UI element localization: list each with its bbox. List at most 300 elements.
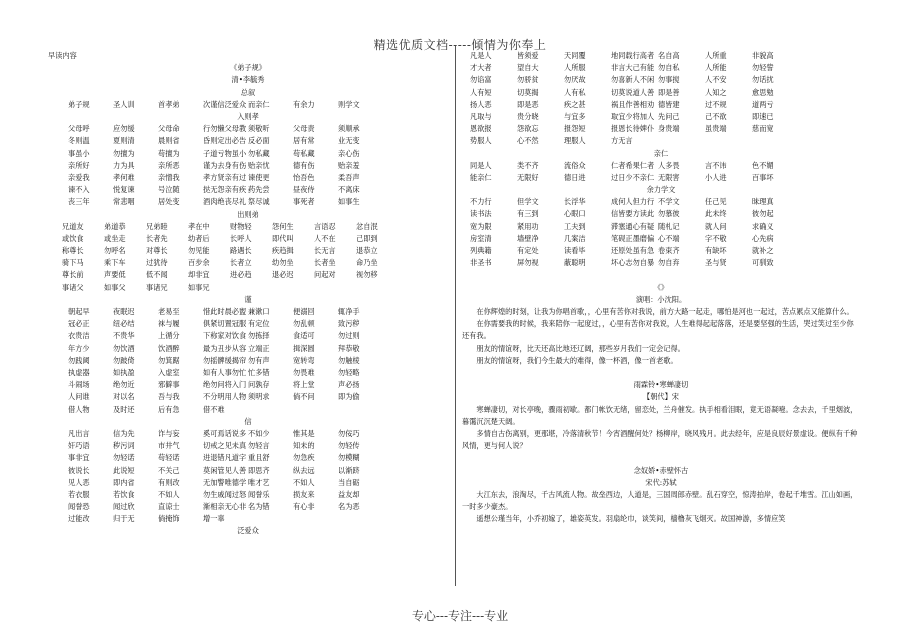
left-column — [48, 50, 448, 538]
verse-phrase: 忿自泯 — [356, 221, 378, 231]
chapter-heading-fanaizhong: 泛爱众 — [237, 526, 259, 536]
verse-phrase: 益友却 — [338, 489, 360, 499]
verse-phrase: 屏勿视 — [517, 258, 539, 268]
verse-phrase: 首孝弟 — [158, 99, 180, 109]
verse-phrase: 有心非 — [293, 502, 315, 512]
verse-row — [470, 99, 860, 111]
verse-phrase: 无加警唯德学 — [203, 477, 247, 487]
verse-phrase: 道两亏 — [752, 99, 774, 109]
verse-phrase: 长浮华 — [564, 197, 586, 207]
verse-phrase: 即是恶 — [517, 99, 539, 109]
verse-phrase: 慈而宽 — [752, 124, 774, 134]
verse-block-fanaizhong — [470, 50, 860, 148]
song-paragraph: 朋友的情谊呀，比天还高比地还辽阔，那些岁月我们一定会记得。 — [476, 343, 685, 353]
verse-phrase: 入虚室 — [158, 367, 180, 377]
verse-row — [68, 367, 448, 379]
verse-phrase: 虽贵端 — [705, 124, 727, 134]
verse-row — [68, 391, 448, 403]
verse-phrase: 业无变 — [338, 136, 360, 146]
verse-phrase: 谏不入 — [68, 185, 90, 195]
verse-phrase: 方无言 — [611, 136, 633, 146]
verse-phrase: 言语忍 — [314, 221, 336, 231]
verse-phrase: 绝勿近 — [113, 380, 135, 390]
verse-phrase: 若衣服 — [68, 489, 90, 499]
verse-phrase: 亲所恶 — [158, 160, 180, 170]
verse-phrase: 则学文 — [338, 99, 360, 109]
verse-phrase: 行勿懒父母教 — [203, 124, 247, 134]
verse-phrase: 邪僻事 — [158, 380, 180, 390]
verse-row — [68, 477, 448, 489]
verse-phrase: 饮酒醉 — [158, 343, 180, 353]
verse-phrase: 滞塞通心有疑 — [611, 221, 655, 231]
verse-phrase: 彼说长 — [68, 465, 90, 475]
verse-phrase: 拜恭敬 — [338, 343, 360, 353]
verse-phrase: 居有常 — [293, 136, 315, 146]
verse-phrase: 如事兄 — [188, 282, 210, 292]
verse-phrase: 药先尝 — [248, 185, 270, 195]
verse-phrase: 便溺回 — [293, 307, 315, 317]
verse-phrase: 凡取与 — [470, 111, 492, 121]
verse-phrase: 勿急疾 — [293, 453, 315, 463]
verse-phrase: 致污秽 — [338, 319, 360, 329]
verse-phrase: 后有急 — [158, 404, 180, 414]
verse-phrase: 同是人 — [470, 160, 492, 170]
verse-phrase: 心不端 — [658, 233, 680, 243]
verse-phrase: 贵分晓 — [517, 111, 539, 121]
verse-row — [68, 513, 448, 525]
verse-phrase: 乘下车 — [104, 258, 126, 268]
verse-row — [68, 123, 448, 135]
verse-phrase: 父母责 — [293, 124, 315, 134]
verse-phrase: 此说短 — [113, 465, 135, 475]
verse-phrase: 求确义 — [752, 221, 774, 231]
verse-phrase: 或饮食 — [62, 233, 84, 243]
verse-phrase: 名为错 — [248, 502, 270, 512]
verse-phrase: 事虽小 — [68, 148, 90, 158]
verse-phrase: 即代叫 — [272, 233, 294, 243]
verse-phrase: 归于无 — [113, 514, 135, 524]
verse-phrase: 名为恶 — [338, 502, 360, 512]
verse-phrase: 惜此时晨必盥 — [203, 307, 247, 317]
verse-phrase: 揖深圆 — [293, 343, 315, 353]
section-label: 早读内容 — [48, 51, 77, 60]
verse-phrase: 勿拣择 — [248, 331, 270, 341]
verse-phrase: 执虚器 — [68, 367, 90, 377]
verse-phrase: 德皆建 — [658, 99, 680, 109]
verse-phrase: 亲心伤 — [338, 148, 360, 158]
verse-block-yuli — [470, 196, 860, 269]
verse-phrase: 有缺坏 — [705, 246, 727, 256]
verse-row — [68, 404, 448, 416]
verse-row — [470, 135, 860, 147]
verse-phrase: 若饮食 — [113, 489, 135, 499]
verse-phrase: 勿擅为 — [113, 148, 135, 158]
verse-phrase: 勿慕彼 — [658, 209, 680, 219]
verse-phrase: 无限害 — [658, 172, 680, 182]
verse-phrase: 怡吾色 — [293, 172, 315, 182]
page-footer: 专心---专注---专业 — [411, 609, 509, 623]
verse-row — [68, 355, 448, 367]
verse-row — [62, 245, 448, 257]
verse-phrase: 疾趋揖 — [272, 246, 294, 256]
verse-phrase: 身贵端 — [658, 124, 680, 134]
song-title: 《》 — [653, 282, 669, 292]
verse-phrase: 长者先 — [146, 233, 168, 243]
verse-phrase: 冬则温 — [68, 136, 90, 146]
verse-phrase: 无限好 — [517, 172, 539, 182]
verse-phrase: 字不敬 — [705, 233, 727, 243]
verse-phrase: 人问谁 — [68, 392, 90, 402]
verse-phrase: 市井气 — [158, 441, 180, 451]
verse-phrase: 疾之甚 — [564, 99, 586, 109]
verse-row — [470, 245, 860, 257]
verse-phrase: 直谅士 — [158, 502, 180, 512]
verse-phrase: 才大者 — [470, 63, 492, 73]
verse-phrase: 人所能 — [705, 63, 727, 73]
verse-phrase: 类不齐 — [517, 160, 539, 170]
verse-phrase: 当自砺 — [338, 477, 360, 487]
verse-phrase: 彼勿起 — [752, 209, 774, 219]
verse-phrase: 孝何难 — [113, 172, 135, 182]
verse-row — [470, 123, 860, 135]
verse-block-qinren — [470, 160, 860, 184]
verse-phrase: 名自高 — [658, 51, 680, 60]
verse-phrase: 下称家对饮食 — [203, 331, 247, 341]
verse-phrase: 如事父 — [104, 282, 126, 292]
verse-phrase: 己不欲 — [705, 111, 727, 121]
verse-phrase: 报怨短 — [564, 124, 586, 134]
verse-phrase: 须顺承 — [338, 124, 360, 134]
verse-phrase: 奚可焉话说多 — [203, 428, 247, 438]
verse-row — [470, 257, 860, 269]
verse-row — [470, 74, 860, 86]
verse-phrase: 须明求 — [248, 392, 270, 402]
verse-phrase: 坏心志勿自暴 — [611, 258, 655, 268]
verse-phrase: 勿过则 — [338, 331, 360, 341]
verse-phrase: 墙壁净 — [517, 233, 539, 243]
verse-phrase: 事诸父 — [62, 282, 84, 292]
verse-phrase: 退恭立 — [356, 246, 378, 256]
verse-row — [470, 233, 860, 245]
verse-row — [470, 172, 860, 184]
verse-phrase: 即思齐 — [248, 465, 270, 475]
verse-phrase: 酒肉绝丧尽礼 — [203, 197, 247, 207]
verse-phrase: 闻誉恐 — [68, 502, 90, 512]
verse-row — [470, 50, 860, 62]
verse-phrase: 卷束齐 — [658, 246, 680, 256]
verse-phrase: 奸巧语 — [68, 441, 90, 451]
verse-phrase: 亲爱我 — [68, 172, 90, 182]
verse-row — [68, 318, 448, 330]
verse-phrase: 勿践阈 — [68, 355, 90, 365]
verse-phrase: 孝方贤亲有过 — [203, 172, 247, 182]
verse-phrase: 昏则定出必告 — [203, 136, 247, 146]
verse-row — [68, 172, 448, 184]
verse-row — [470, 208, 860, 220]
verse-phrase: 而亲仁 — [248, 99, 270, 109]
verse-phrase: 反必面 — [248, 136, 270, 146]
verse-block-chuze — [62, 221, 448, 294]
verse-phrase: 非圣书 — [470, 258, 492, 268]
verse-phrase: 莫闲管见人善 — [203, 465, 247, 475]
verse-row — [68, 452, 448, 464]
verse-phrase: 如事生 — [338, 197, 360, 207]
verse-phrase: 却非宜 — [188, 270, 210, 280]
poem-paragraph: 大江东去，浪淘尽，千古风流人物。故垒西边，人道是，三国周郎赤壁。乱石穿空，惊涛拍岸，卷起千堆雪。江山如画，一时多少豪杰。 — [462, 490, 858, 512]
verse-phrase: 不学文 — [658, 197, 680, 207]
verse-phrase: 事非宜 — [68, 453, 90, 463]
verse-phrase: 几案洁 — [564, 233, 586, 243]
verse-block-zongxu — [68, 99, 448, 111]
verse-row — [68, 99, 448, 111]
verse-phrase: 但学文 — [517, 197, 539, 207]
verse-phrase: 望自大 — [517, 63, 539, 73]
verse-phrase: 借不难 — [203, 404, 225, 414]
verse-phrase: 人不在 — [314, 233, 336, 243]
verse-phrase: 事死者 — [293, 197, 315, 207]
verse-phrase: 勿乱顿 — [293, 319, 315, 329]
verse-phrase: 进必趋 — [230, 270, 252, 280]
verse-phrase: 绝勿问将入门 — [203, 380, 247, 390]
verse-phrase: 还原处虽有急 — [611, 246, 655, 256]
verse-phrase: 勿佞巧 — [338, 428, 360, 438]
verse-phrase: 立端正 — [248, 343, 270, 353]
verse-row — [68, 196, 448, 208]
verse-phrase: 非言大己有能 — [611, 63, 655, 73]
poem-paragraph: 多情自古伤离别，更那堪，冷落清秋节！今宵酒醒何处？杨柳岸，晓风残月。此去经年，应是良辰好景虚设。便纵有千种风情，更与何人说？ — [462, 429, 858, 451]
verse-phrase: 可驯致 — [752, 258, 774, 268]
verse-phrase: 冠必正 — [68, 319, 90, 329]
verse-phrase: 不关己 — [158, 465, 180, 475]
verse-phrase: 增一辜 — [203, 514, 225, 524]
verse-phrase: 俱紧切置冠服 — [203, 319, 247, 329]
verse-phrase: 倘掩饰 — [158, 514, 180, 524]
verse-phrase: 昼夜侍 — [293, 185, 315, 195]
verse-phrase: 问起对 — [314, 270, 336, 280]
verse-phrase: 见人恶 — [68, 477, 90, 487]
verse-phrase: 忙多错 — [248, 367, 270, 377]
verse-phrase: 即是善 — [658, 87, 680, 97]
verse-phrase: 晨则省 — [158, 136, 180, 146]
verse-phrase: 圣与贤 — [705, 258, 727, 268]
verse-phrase: 勿模糊 — [338, 453, 360, 463]
verse-phrase: 夜眠迟 — [113, 307, 135, 317]
verse-phrase: 不离床 — [338, 185, 360, 195]
verse-block-ruze — [68, 123, 448, 208]
verse-phrase: 勿自弃 — [658, 258, 680, 268]
verse-phrase: 色不媚 — [752, 160, 774, 170]
verse-row — [470, 62, 860, 74]
verse-phrase: 力为具 — [113, 160, 135, 170]
verse-phrase: 秽污词 — [113, 441, 135, 451]
book-title: 《弟子规》 — [230, 63, 266, 73]
verse-phrase: 食适可 — [293, 331, 315, 341]
chapter-heading-yuli: 余力学文 — [646, 185, 676, 195]
verse-phrase: 德日进 — [564, 172, 586, 182]
poem-title-yulinling: 雨霖铃•寒蝉凄切 — [633, 380, 689, 390]
verse-phrase: 诈与妄 — [158, 428, 180, 438]
verse-phrase: 路遇长 — [230, 246, 252, 256]
verse-phrase: 宽转弯 — [293, 355, 315, 365]
verse-phrase: 贻亲忧 — [248, 160, 270, 170]
verse-phrase: 重且舒 — [248, 453, 270, 463]
verse-phrase: 亲所好 — [68, 160, 90, 170]
verse-phrase: 弟子规 — [68, 99, 90, 109]
verse-phrase: 长无言 — [314, 246, 336, 256]
verse-phrase: 报恩长待婢仆 — [611, 124, 655, 134]
verse-phrase: 即内省 — [113, 477, 135, 487]
verse-phrase: 房室清 — [470, 233, 492, 243]
verse-phrase: 心眼口 — [564, 209, 586, 219]
verse-phrase: 纽必结 — [113, 319, 135, 329]
verse-phrase: 常悲咽 — [113, 197, 135, 207]
verse-phrase: 信为先 — [113, 428, 135, 438]
verse-phrase: 勿事搅 — [658, 75, 680, 85]
verse-phrase: 斗闹场 — [68, 380, 90, 390]
verse-phrase: 退必迟 — [272, 270, 294, 280]
verse-phrase: 理服人 — [564, 136, 586, 146]
verse-phrase: 就补之 — [752, 246, 774, 256]
verse-phrase: 勿轻言 — [248, 441, 270, 451]
verse-block-xin — [68, 428, 448, 526]
verse-phrase: 过能改 — [68, 514, 90, 524]
verse-row — [470, 111, 860, 123]
verse-phrase: 人所重 — [705, 51, 727, 60]
verse-phrase: 有三到 — [517, 209, 539, 219]
verse-phrase: 言不讳 — [705, 160, 727, 170]
verse-phrase: 怨何生 — [272, 221, 294, 231]
verse-phrase: 以渐跻 — [338, 465, 360, 475]
verse-phrase: 怨欲忘 — [517, 124, 539, 134]
verse-row — [68, 135, 448, 147]
verse-phrase: 对尊长 — [146, 246, 168, 256]
verse-phrase: 老易至 — [158, 307, 180, 317]
right-column — [462, 50, 860, 526]
verse-phrase: 挞无怨亲有疾 — [203, 185, 247, 195]
verse-phrase: 低不闻 — [146, 270, 168, 280]
song-paragraph: 朋友的情谊呀，我们今生最大的难得，像一杯酒，像一首老歌。 — [476, 355, 678, 365]
chapter-heading-zongxu: 总叙 — [240, 87, 256, 97]
verse-phrase: 勿生戚闻过怒 — [203, 489, 247, 499]
verse-row — [62, 221, 448, 233]
verse-phrase: 恩欲报 — [470, 124, 492, 134]
verse-row — [62, 233, 448, 245]
verse-row — [68, 160, 448, 172]
poem-author-yulinling: 【朝代】宋 — [643, 392, 679, 402]
verse-phrase: 切莫说道人善 — [611, 87, 655, 97]
verse-phrase: 与宜多 — [564, 111, 586, 121]
verse-phrase: 上循分 — [158, 331, 180, 341]
verse-phrase: 父母命 — [158, 124, 180, 134]
poem-title-niannujiao: 念奴娇•赤壁怀古 — [633, 465, 689, 475]
verse-phrase: 心不然 — [517, 136, 539, 146]
verse-phrase: 有余力 — [293, 99, 315, 109]
verse-phrase: 命乃坐 — [356, 258, 378, 268]
verse-phrase: 切莫揭 — [517, 87, 539, 97]
verse-phrase: 有定位 — [248, 319, 270, 329]
verse-phrase: 流俗众 — [564, 160, 586, 170]
verse-row — [68, 379, 448, 391]
verse-phrase: 唯才艺 — [248, 477, 270, 487]
verse-phrase: 人多畏 — [658, 160, 680, 170]
verse-row — [68, 330, 448, 342]
verse-row — [62, 269, 448, 281]
verse-phrase: 长者立 — [230, 258, 252, 268]
verse-phrase: 夏则清 — [113, 136, 135, 146]
verse-row — [68, 343, 448, 355]
verse-block-jin — [68, 306, 448, 416]
book-author: 清•李毓秀 — [231, 75, 265, 85]
verse-phrase: 渐相亲无心非 — [203, 502, 247, 512]
verse-phrase: 吾与我 — [158, 392, 180, 402]
verse-phrase: 问孰存 — [248, 380, 270, 390]
verse-phrase: 过日少不亲仁 — [611, 172, 655, 182]
verse-phrase: 衣贵洁 — [68, 331, 90, 341]
verse-row — [68, 184, 448, 196]
verse-phrase: 随札记 — [658, 221, 680, 231]
verse-row — [68, 428, 448, 440]
verse-row — [62, 257, 448, 269]
verse-phrase: 柔吾声 — [338, 172, 360, 182]
poem-author-niannujiao: 宋代:苏轼 — [645, 477, 677, 487]
verse-phrase: 即速已 — [752, 111, 774, 121]
verse-phrase: 损友来 — [293, 489, 315, 499]
verse-phrase: 骑下马 — [62, 258, 84, 268]
verse-phrase: 号泣随 — [158, 185, 180, 195]
verse-phrase: 长呼人 — [230, 233, 252, 243]
chapter-heading-jin: 谨 — [244, 294, 252, 304]
verse-phrase: 丧三年 — [68, 197, 90, 207]
verse-phrase: 人有私 — [564, 87, 586, 97]
verse-phrase: 勿见能 — [188, 246, 210, 256]
verse-phrase: 幼者后 — [188, 233, 210, 243]
verse-phrase: 切戒之见未真 — [203, 441, 247, 451]
verse-phrase: 勿骄贫 — [517, 75, 539, 85]
verse-phrase: 倘不问 — [293, 392, 315, 402]
verse-phrase: 过不规 — [705, 99, 727, 109]
verse-phrase: 朝起早 — [68, 307, 90, 317]
verse-phrase: 苟私藏 — [293, 148, 315, 158]
verse-phrase: 扬人恶 — [470, 99, 492, 109]
verse-phrase: 先问己 — [658, 111, 680, 121]
verse-phrase: 信皆要方读此 — [611, 209, 655, 219]
verse-row — [470, 221, 860, 233]
verse-phrase: 知未的 — [293, 441, 315, 451]
verse-phrase: 或坐走 — [104, 233, 126, 243]
song-paragraph: 在你辉煌的时刻，让我为你唱首歌，，心里有苦你对我说，前方大路一起走，哪怕是河也一起过，苦点累点又能算什么。 — [476, 307, 854, 316]
verse-phrase: 勿跛倚 — [113, 355, 135, 365]
song-paragraph: 在你需要我的时候，我来陪你一起度过，，心里有苦你对我说，人生难得起起落落，还是要坚强的生活，哭过笑过至少你还有我。 — [462, 319, 854, 341]
verse-phrase: 能亲仁 — [470, 172, 492, 182]
verse-phrase: 苟轻诺 — [158, 453, 180, 463]
verse-row — [470, 196, 860, 208]
verse-phrase: 悦复谏 — [113, 185, 135, 195]
verse-phrase: 成何人但力行 — [611, 197, 655, 207]
verse-phrase: 尊长前 — [62, 270, 84, 280]
verse-phrase: 不分明用人物 — [203, 392, 247, 402]
verse-phrase: 勿轻传 — [338, 441, 360, 451]
verse-phrase: 不如少 — [248, 428, 270, 438]
chapter-heading-xin: 信 — [244, 416, 252, 426]
verse-phrase: 紧用功 — [517, 221, 539, 231]
verse-phrase: 百步余 — [188, 258, 210, 268]
verse-phrase: 勿喜新人不闲 — [611, 75, 655, 85]
verse-phrase: 视勿移 — [356, 270, 378, 280]
verse-phrase: 辄净手 — [338, 307, 360, 317]
verse-phrase: 人所服 — [564, 63, 586, 73]
verse-phrase: 闻过欣 — [113, 502, 135, 512]
verse-phrase: 事诸兄 — [146, 282, 168, 292]
